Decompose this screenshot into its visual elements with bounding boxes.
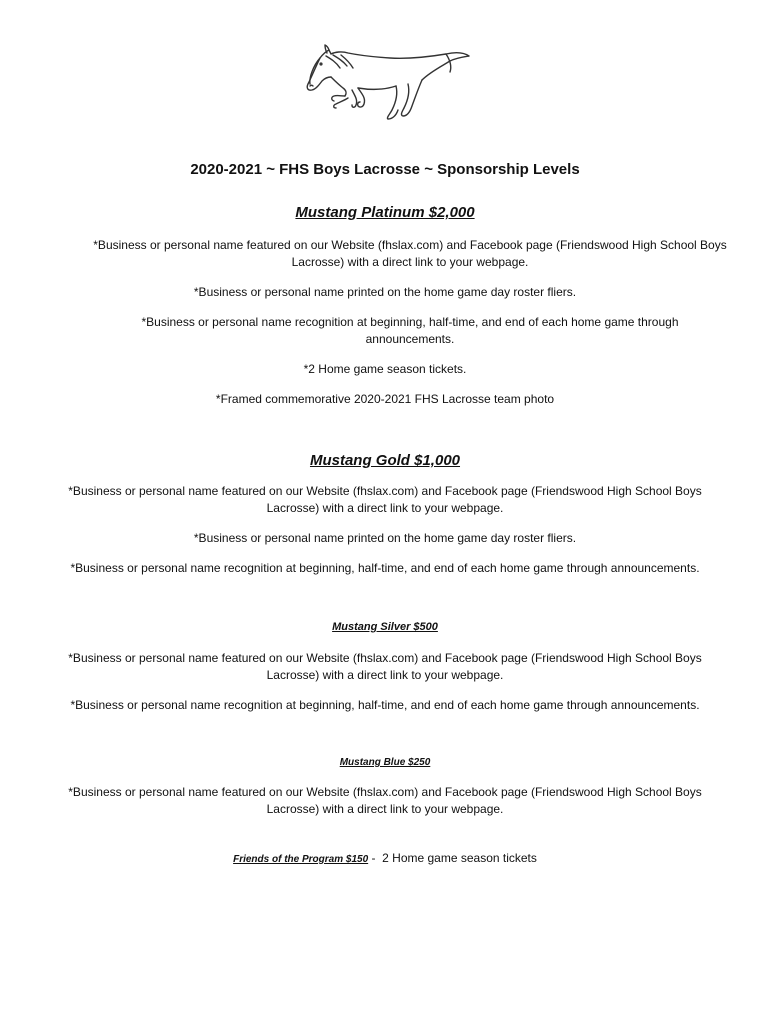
- level-heading-platinum: Mustang Platinum $2,000: [295, 204, 475, 221]
- level-heading-blue: Mustang Blue $250: [339, 757, 431, 768]
- gold-benefit-website: *Business or personal name featured on our Website (fhslax.com) and Facebook page (Friendswood High School Boys Lacrosse) with a direct link to your webpage.: [68, 484, 702, 515]
- friends-of-program-line: [0, 850, 770, 868]
- platinum-benefit-website: *Business or personal name featured on our Website (fhslax.com) and Facebook page (Friendswood High School Boys Lacrosse) with a direct link to your webpage.: [93, 238, 727, 269]
- platinum-benefit-recognition: *Business or personal name recognition at beginning, half-time, and end of each home game through announcements.: [141, 315, 679, 346]
- platinum-benefit-photo: *Framed commemorative 2020-2021 FHS Lacrosse team photo: [215, 392, 555, 406]
- mustang-horse-icon: [300, 44, 472, 120]
- gold-benefit-roster: *Business or personal name printed on the home game day roster fliers.: [193, 531, 577, 545]
- friends-heading: Friends of the Program $150: [233, 854, 369, 865]
- silver-benefit-website: *Business or personal name featured on our Website (fhslax.com) and Facebook page (Friendswood High School Boys Lacrosse) with a direct link to your webpage.: [68, 651, 702, 682]
- level-heading-gold: Mustang Gold $1,000: [309, 452, 461, 469]
- platinum-benefit-roster: *Business or personal name printed on the home game day roster fliers.: [193, 285, 577, 299]
- friends-detail: 2 Home game season tickets: [382, 851, 537, 865]
- platinum-benefit-tickets: *2 Home game season tickets.: [303, 362, 467, 376]
- page-title: 2020-2021 ~ FHS Boys Lacrosse ~ Sponsorship Levels: [190, 161, 580, 178]
- level-heading-silver: Mustang Silver $500: [332, 621, 438, 633]
- blue-benefit-website: *Business or personal name featured on our Website (fhslax.com) and Facebook page (Friendswood High School Boys Lacrosse) with a direct link to your webpage.: [68, 785, 702, 816]
- gold-benefit-recognition: *Business or personal name recognition at beginning, half-time, and end of each home game through announcements.: [70, 561, 700, 575]
- friends-separator: -: [368, 851, 383, 865]
- silver-benefit-recognition: *Business or personal name recognition at beginning, half-time, and end of each home game through announcements.: [70, 698, 700, 712]
